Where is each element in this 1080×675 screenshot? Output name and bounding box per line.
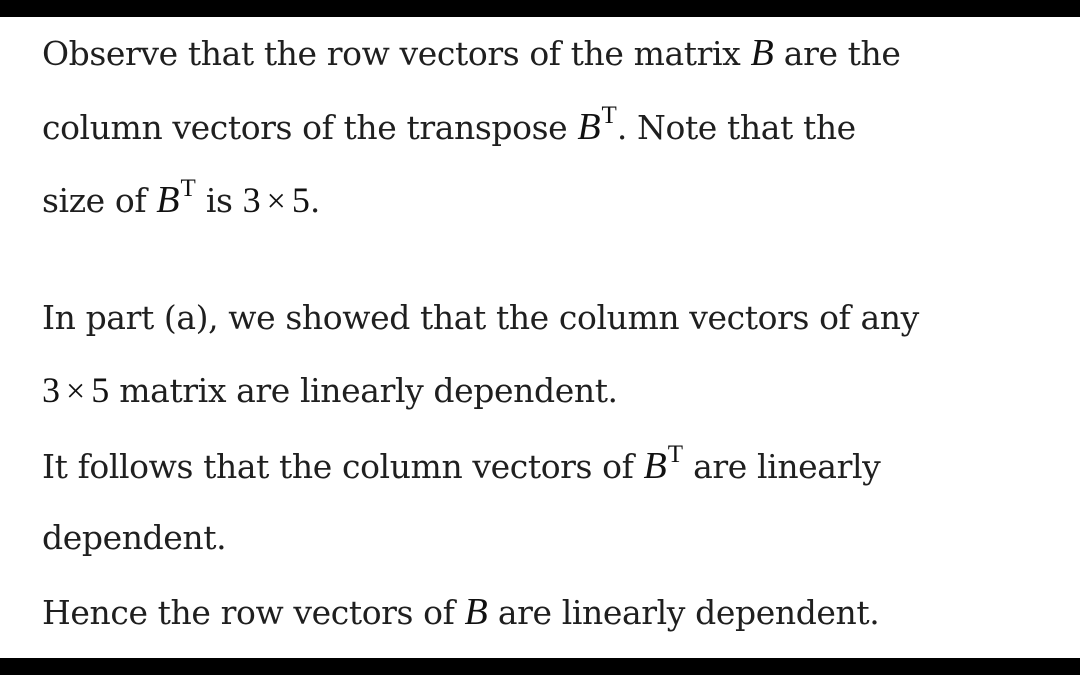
transpose-superscript: T: [180, 175, 196, 202]
follows-line: [42, 441, 881, 491]
text-segment: It follows that the column vectors of: [42, 447, 644, 486]
text-segment: are linearly dependent.: [487, 593, 880, 632]
dimension-columns: 5: [91, 370, 110, 410]
text-segment: column vectors of the transpose: [42, 108, 578, 147]
text-segment: matrix are linearly dependent.: [109, 371, 618, 410]
times-symbol: ×: [266, 183, 286, 220]
part-a-line: [42, 298, 919, 338]
observe-line: [42, 33, 901, 74]
text-segment: .: [309, 181, 320, 220]
text-segment: Observe that the row vectors of the matrix: [42, 34, 751, 73]
text-segment: dependent.: [42, 518, 227, 557]
matrix-variable: B: [577, 106, 601, 148]
document-page: [0, 17, 1080, 658]
transpose-superscript: T: [667, 441, 684, 468]
dependent-line: [42, 518, 226, 558]
transpose-line: [42, 102, 856, 152]
text-segment: size of: [42, 181, 157, 220]
text-segment: Hence the row vectors of: [42, 593, 465, 632]
text-segment: is: [195, 181, 243, 220]
times-symbol: ×: [66, 373, 86, 410]
matrix-variable: B: [643, 445, 667, 487]
dimension-columns: 5: [291, 180, 310, 220]
matrix-variable: B: [750, 32, 774, 74]
text-segment: . Note that the: [616, 108, 856, 147]
text-segment: In part (a), we showed that the column vectors of any: [42, 298, 919, 337]
transpose-superscript: T: [601, 102, 617, 129]
matrix-variable: B: [156, 179, 180, 221]
dimension-rows: 3: [42, 370, 60, 410]
size-line: [42, 175, 320, 225]
text-segment: are linearly: [683, 447, 881, 486]
matrix-dependent-line: [42, 370, 618, 412]
matrix-variable: B: [464, 591, 488, 633]
text-segment: are the: [773, 34, 901, 73]
dimension-rows: 3: [242, 180, 261, 220]
hence-line: [42, 592, 879, 633]
